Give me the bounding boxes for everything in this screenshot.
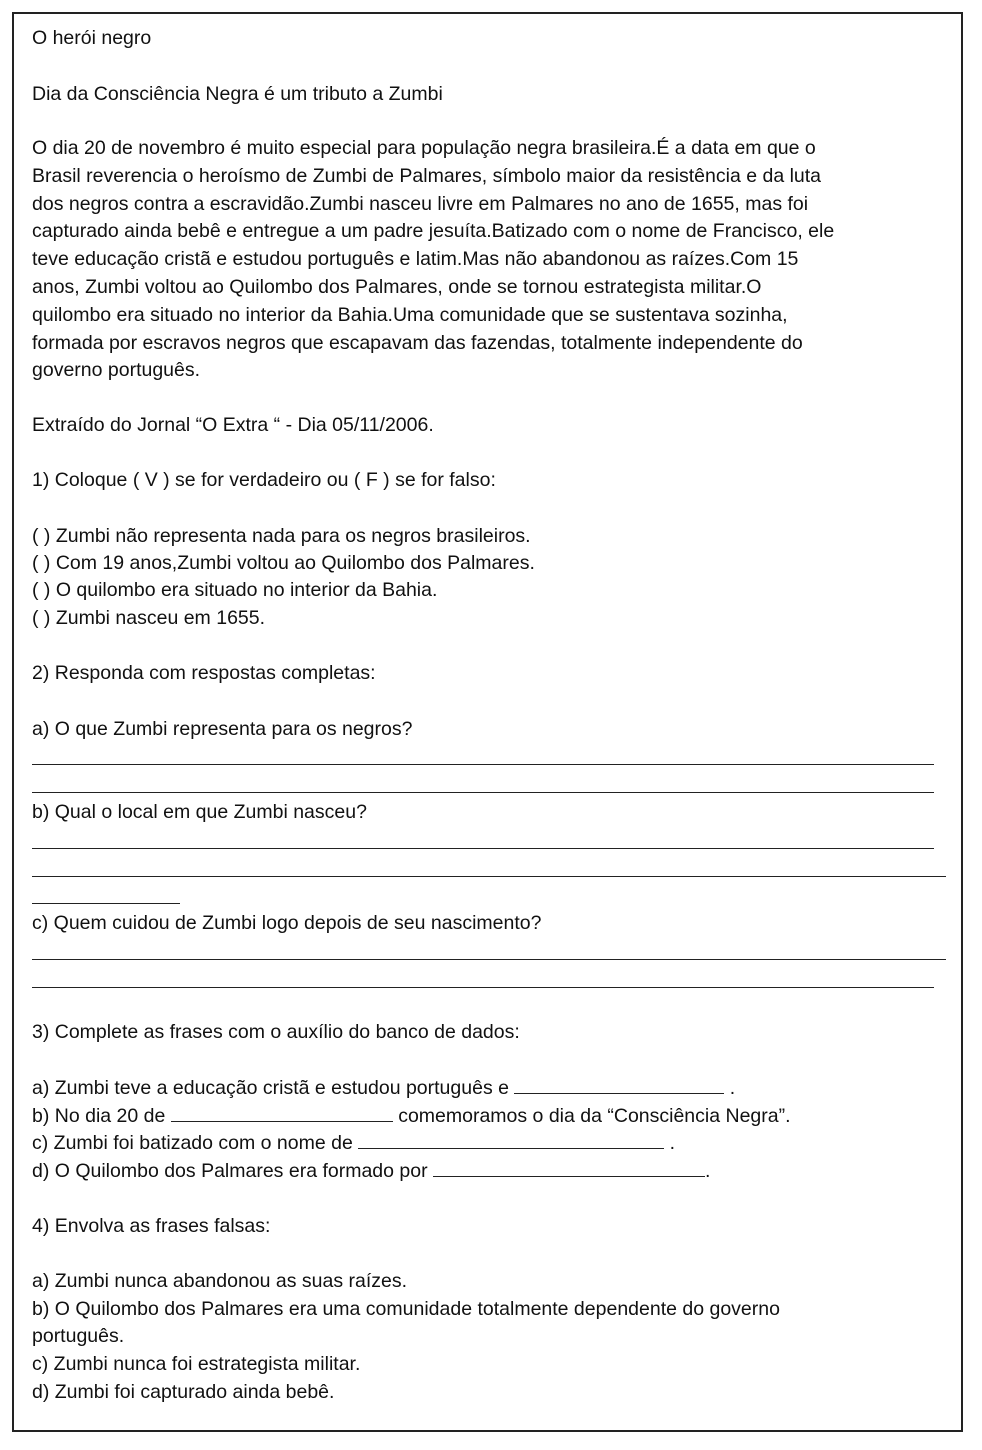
answer-line[interactable] [32,876,946,877]
fill-blank[interactable] [433,1158,705,1177]
q2-a-question: a) O que Zumbi representa para os negros? [32,718,413,740]
text-line: quilombo era situado no interior da Bahia.Uma comunidade que se sustentava sozinha, [32,303,788,326]
q3-d-text: d) O Quilombo dos Palmares era formado por [32,1160,428,1182]
q2-c-question: c) Quem cuidou de Zumbi logo depois de seu nascimento? [32,912,542,934]
worksheet [12,12,963,1432]
q4-item-continuation[interactable]: português. [32,1325,125,1347]
fill-blank[interactable] [171,1103,393,1122]
text-line: anos, Zumbi voltou ao Quilombo dos Palmares, onde se tornou estrategista militar.O [32,275,762,298]
q4-item[interactable]: b) O Quilombo dos Palmares era uma comunidade totalmente dependente do governo [32,1298,780,1320]
q3-b-sentence [32,1102,791,1130]
fill-blank[interactable] [358,1130,664,1149]
answer-line[interactable] [32,987,934,988]
title: O herói negro [32,27,152,49]
text-line: O dia 20 de novembro é muito especial para população negra brasileira.É a data em que o [32,137,816,159]
q3-a-text: a) Zumbi teve a educação cristã e estudou português e [32,1077,509,1099]
q3-c-sentence [32,1129,675,1157]
text-paragraph [32,135,952,385]
answer-line[interactable] [32,848,934,849]
text-line: dos negros contra a escravidão.Zumbi nasceu livre em Palmares no ano de 1655, mas foi [32,192,809,215]
text-line: capturado ainda bebê e entregue a um padre jesuíta.Batizado com o nome de Francisco, ele [32,220,835,243]
q3-b-end: comemoramos o dia da “Consciência Negra”. [398,1105,791,1127]
q3-a-end: . [729,1077,736,1099]
q3-c-text: c) Zumbi foi batizado com o nome de [32,1132,353,1154]
answer-line[interactable] [32,792,934,793]
answer-line[interactable] [32,903,180,904]
q3-b-text: b) No dia 20 de [32,1105,166,1127]
q1-item[interactable]: ( ) Zumbi nasceu em 1655. [32,607,266,629]
q3-c-end: . [669,1132,676,1154]
fill-blank[interactable] [514,1075,724,1094]
text-line: governo português. [32,359,201,382]
q4-item[interactable]: c) Zumbi nunca foi estrategista militar. [32,1353,361,1375]
q3-d-sentence [32,1157,710,1185]
question-2-prompt: 2) Responda com respostas completas: [32,662,376,684]
answer-line[interactable] [32,764,934,765]
q3-a-sentence [32,1074,735,1102]
q4-item[interactable]: a) Zumbi nunca abandonou as suas raízes. [32,1270,408,1292]
q4-item[interactable]: d) Zumbi foi capturado ainda bebê. [32,1381,335,1403]
text-line: Brasil reverencia o heroísmo de Zumbi de Palmares, símbolo maior da resistência e da luta [32,164,822,187]
source-citation: Extraído do Jornal “O Extra “ - Dia 05/11/2006. [32,414,434,436]
q2-b-question: b) Qual o local em que Zumbi nasceu? [32,801,367,823]
question-4-prompt: 4) Envolva as frases falsas: [32,1215,271,1237]
q1-item[interactable]: ( ) O quilombo era situado no interior da Bahia. [32,579,438,601]
question-3-prompt: 3) Complete as frases com o auxílio do banco de dados: [32,1021,520,1043]
text-line: formada por escravos negros que escapavam das fazendas, totalmente independente do [32,331,803,354]
q3-d-end: . [705,1160,711,1182]
q1-item[interactable]: ( ) Com 19 anos,Zumbi voltou ao Quilombo dos Palmares. [32,552,535,574]
text-line: teve educação cristã e estudou português e latim.Mas não abandonou as raízes.Com 15 [32,248,799,271]
q1-item[interactable]: ( ) Zumbi não representa nada para os negros brasileiros. [32,525,531,547]
question-1-prompt: 1) Coloque ( V ) se for verdadeiro ou ( F ) se for falso: [32,469,496,491]
subtitle: Dia da Consciência Negra é um tributo a Zumbi [32,83,443,105]
answer-line[interactable] [32,959,946,960]
